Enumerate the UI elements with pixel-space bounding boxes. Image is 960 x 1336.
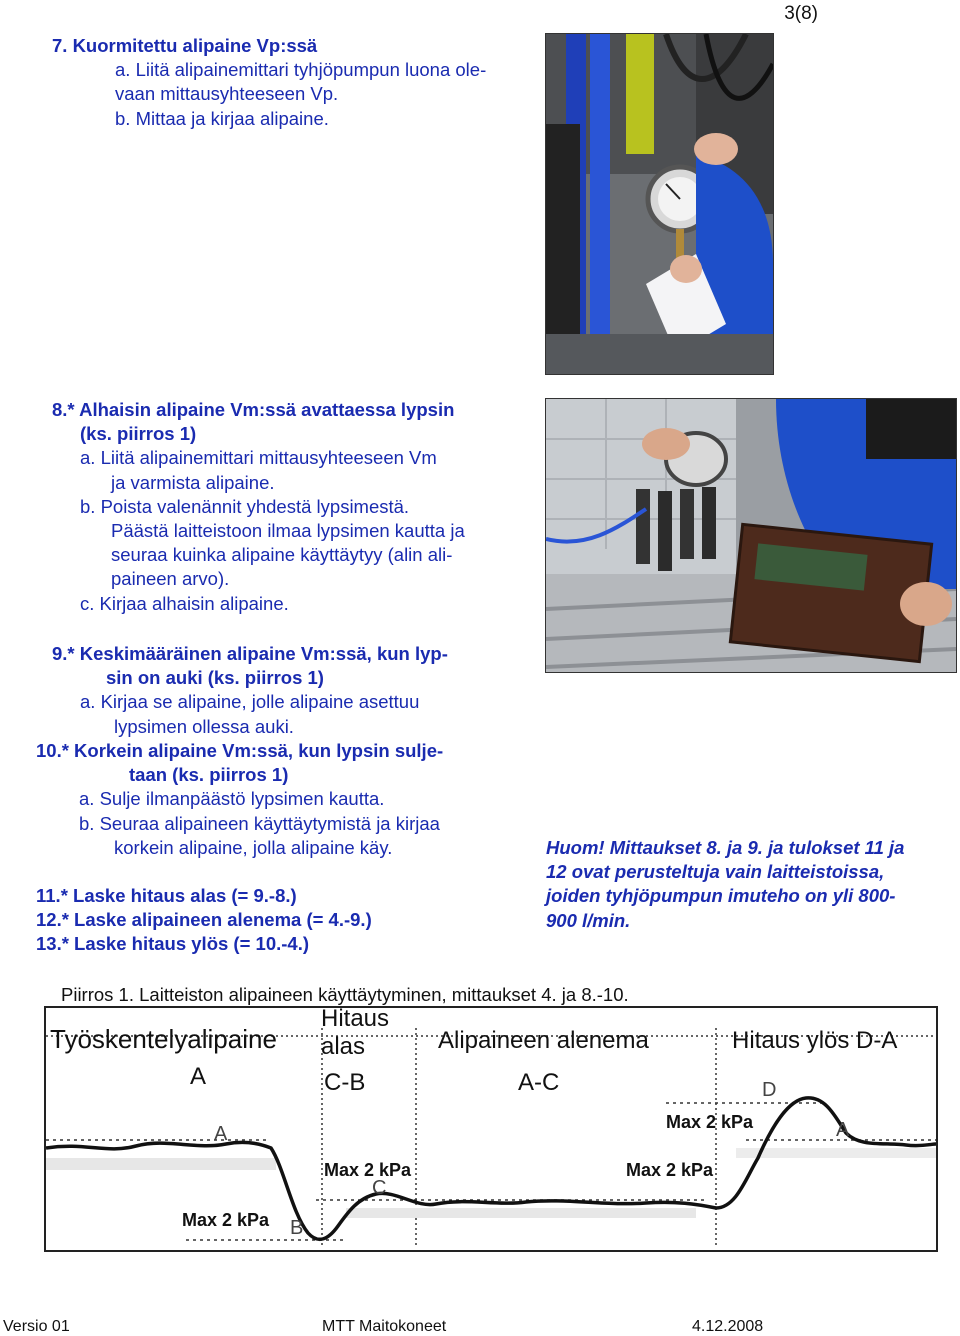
- section-10-title-line2: taan (ks. piirros 1): [129, 764, 289, 786]
- section-10-title-line1: 10.* Korkein alipaine Vm:ssä, kun lypsin sulje-: [36, 740, 444, 761]
- section-8-title-line2: (ks. piirros 1): [80, 423, 197, 445]
- section-7-a-line2: vaan mittausyhteeseen Vp.: [115, 83, 339, 105]
- section-10-b-line2: korkein alipaine, jolla alipaine käy.: [114, 836, 393, 858]
- photo-milking-cluster-image: [546, 399, 956, 672]
- label-hitaus-line1: Hitaus: [321, 1008, 390, 1032]
- section-8: [52, 398, 532, 616]
- section-9: [52, 642, 532, 739]
- section-8-b-line2: Päästä laitteistoon ilmaa lypsimen kautta ja: [111, 520, 465, 542]
- note-line2: 12 ovat perusteltuja vain laitteistoissa,: [546, 861, 885, 883]
- label-a-right: A: [836, 1119, 850, 1141]
- label-tyoskentelyalipaine: Työskentelyalipaine: [50, 1024, 277, 1054]
- section-10-b-line1: b. Seuraa alipaineen käyttäytymistä ja kirjaa: [79, 812, 440, 834]
- note: [546, 836, 960, 933]
- label-alipaineen-alenema: Alipaineen alenema: [438, 1027, 649, 1054]
- section-7: [52, 34, 532, 131]
- section-7-b: b. Mittaa ja kirjaa alipaine.: [115, 107, 329, 129]
- label-b: B: [290, 1217, 304, 1239]
- section-8-b-line4: paineen arvo).: [111, 568, 230, 590]
- footer-date: 4.12.2008: [692, 1318, 764, 1335]
- max-label-b: Max 2 kPa: [182, 1210, 270, 1230]
- page-number: 3(8): [784, 3, 818, 24]
- section-9-title-line1: 9.* Keskimääräinen alipaine Vm:ssä, kun lyp-: [52, 643, 448, 664]
- section-10: [36, 739, 536, 860]
- max-label-right: Max 2 kPa: [626, 1160, 714, 1180]
- max-label-d: Max 2 kPa: [666, 1112, 754, 1132]
- sections-11-13: [36, 884, 536, 957]
- note-line4: 900 l/min.: [546, 909, 631, 931]
- section-13: 13.* Laske hitaus ylös (= 10.-4.): [36, 933, 310, 955]
- footer-organisation: MTT Maitokoneet: [322, 1318, 447, 1335]
- shade-mid: [346, 1208, 696, 1218]
- photo-milking-cluster: [545, 398, 957, 673]
- section-8-b-line1: b. Poista valenännit yhdestä lypsimestä.: [80, 495, 410, 517]
- photo-vacuum-gauge-image: [546, 34, 773, 374]
- section-8-a-line1: a. Liitä alipainemittari mittausyhteeseen Vm: [80, 447, 437, 469]
- section-8-b-line3: seuraa kuinka alipaine käyttäytyy (alin ali-: [111, 544, 453, 566]
- section-12: 12.* Laske alipaineen alenema (= 4.-9.): [36, 909, 372, 931]
- figure-caption: Piirros 1. Laitteiston alipaineen käyttäytyminen, mittaukset 4. ja 8.-10.: [61, 984, 629, 1005]
- section-8-title-line1: 8.* Alhaisin alipaine Vm:ssä avattaessa lypsin: [52, 399, 455, 420]
- shade-left: [46, 1158, 276, 1170]
- label-a-top: A: [190, 1063, 207, 1090]
- max-label-c: Max 2 kPa: [324, 1160, 412, 1180]
- photo-vacuum-gauge: [545, 33, 774, 375]
- section-9-a-line1: a. Kirjaa se alipaine, jolle alipaine asettuu: [80, 691, 420, 713]
- vacuum-curve-svg: [46, 1008, 936, 1250]
- section-8-c: c. Kirjaa alhaisin alipaine.: [80, 592, 289, 614]
- section-7-a-line1: a. Liitä alipainemittari tyhjöpumpun luona ole-: [115, 59, 487, 81]
- label-a-left: A: [214, 1123, 228, 1145]
- section-10-a: a. Sulje ilmanpäästö lypsimen kautta.: [79, 788, 385, 810]
- section-8-a-line2: ja varmista alipaine.: [111, 471, 275, 493]
- label-a-c: A-C: [518, 1069, 560, 1096]
- label-hitaus-ylos: Hitaus ylös D-A: [732, 1027, 898, 1054]
- vacuum-behaviour-diagram: [44, 1006, 938, 1252]
- section-11: 11.* Laske hitaus alas (= 9.-8.): [36, 885, 297, 906]
- label-d: D: [762, 1079, 777, 1101]
- label-hitaus-line2: alas: [321, 1033, 366, 1060]
- section-9-title-line2: sin on auki (ks. piirros 1): [106, 667, 324, 689]
- label-c: C: [372, 1177, 387, 1199]
- shade-right: [736, 1148, 936, 1158]
- footer-version: Versio 01: [3, 1318, 70, 1335]
- note-line1: Huom! Mittaukset 8. ja 9. ja tulokset 11 ja: [546, 837, 905, 858]
- section-9-a-line2: lypsimen ollessa auki.: [114, 715, 294, 737]
- note-line3: joiden tyhjöpumpun imuteho on yli 800-: [546, 885, 896, 907]
- label-c-b: C-B: [324, 1069, 366, 1096]
- section-7-title: 7. Kuormitettu alipaine Vp:ssä: [52, 35, 318, 56]
